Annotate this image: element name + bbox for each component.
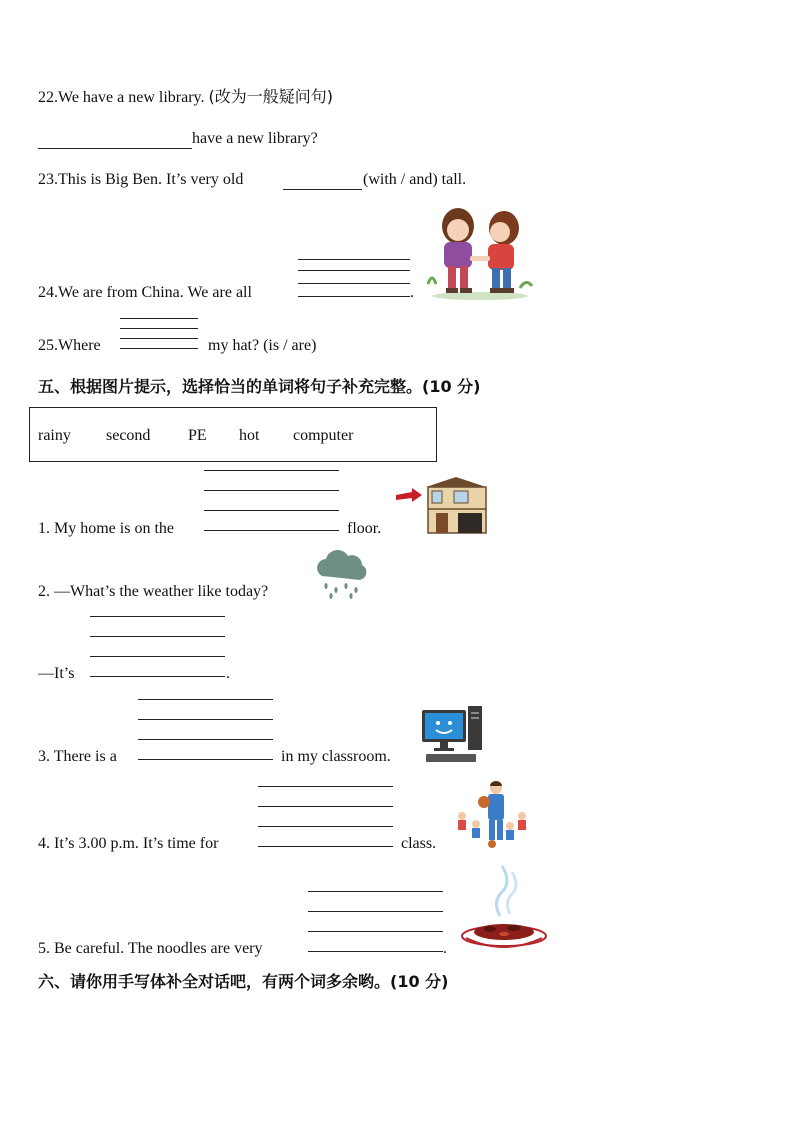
word-bank-word-hot: hot xyxy=(239,427,260,444)
children-walking-image xyxy=(420,204,538,300)
item2-answer-prompt: —It’s xyxy=(38,665,75,682)
item1-writing-line-3 xyxy=(204,510,339,511)
item5-writing-line-2 xyxy=(308,911,443,912)
q24-writing-line-3 xyxy=(298,283,410,284)
item1-prompt: 1. My home is on the xyxy=(38,520,174,537)
q23-blank[interactable] xyxy=(283,189,362,190)
item3-writing-line-2 xyxy=(138,719,273,720)
item1-writing-line-2 xyxy=(204,490,339,491)
word-bank-word-computer: computer xyxy=(293,427,354,444)
item1-blank[interactable] xyxy=(204,530,339,531)
computer-image xyxy=(422,706,484,764)
item1-writing-line-1 xyxy=(204,470,339,471)
item4-writing-line-3 xyxy=(258,826,393,827)
item3-blank[interactable] xyxy=(138,759,273,760)
q24-prompt: 24.We are from China. We are all xyxy=(38,284,252,301)
item4-tail: class. xyxy=(401,835,437,852)
q25-blank[interactable] xyxy=(120,348,198,349)
item3-writing-line-3 xyxy=(138,739,273,740)
q23-tail: (with / and) tall. xyxy=(363,171,467,188)
word-bank-box xyxy=(29,407,437,462)
item2-writing-line-1 xyxy=(90,616,225,617)
item2-writing-line-3 xyxy=(90,656,225,657)
item5-tail: . xyxy=(443,940,447,957)
q22-answer-tail: have a new library? xyxy=(192,130,318,147)
q25-writing-line-1 xyxy=(120,318,198,319)
item2-blank[interactable] xyxy=(90,676,225,677)
q24-blank[interactable] xyxy=(298,296,410,297)
word-bank-word-rainy: rainy xyxy=(38,427,71,444)
item4-writing-line-2 xyxy=(258,806,393,807)
item5-prompt: 5. Be careful. The noodles are very xyxy=(38,940,263,957)
q24-tail: . xyxy=(410,284,414,301)
item1-tail: floor. xyxy=(347,520,382,537)
item2-writing-line-2 xyxy=(90,636,225,637)
item3-tail: in my classroom. xyxy=(281,748,391,765)
building-arrow-image xyxy=(396,475,488,535)
q24-writing-line-1 xyxy=(298,259,410,260)
q24-writing-line-2 xyxy=(298,270,410,271)
hot-noodles-image xyxy=(460,856,550,952)
q22-instruction: (改为一般疑问句) xyxy=(208,87,333,106)
q25-prompt: 25.Where xyxy=(38,337,101,354)
item2-tail: . xyxy=(226,665,230,682)
item3-prompt: 3. There is a xyxy=(38,748,117,765)
item4-prompt: 4. It’s 3.00 p.m. It’s time for xyxy=(38,835,219,852)
part5-heading: 五、根据图片提示，选择恰当的单词将句子补充完整。(10 分) xyxy=(38,377,481,396)
word-bank-word-second: second xyxy=(106,427,151,444)
item2-question: 2. —What’s the weather like today? xyxy=(38,583,269,600)
item3-writing-line-1 xyxy=(138,699,273,700)
rain-cloud-image xyxy=(314,550,370,600)
item5-writing-line-1 xyxy=(308,891,443,892)
q22-prompt xyxy=(38,88,333,107)
q25-writing-line-2 xyxy=(120,328,198,329)
pe-class-image xyxy=(452,780,530,852)
item5-writing-line-3 xyxy=(308,931,443,932)
item4-blank[interactable] xyxy=(258,846,393,847)
word-bank-word-pe: PE xyxy=(188,427,207,444)
item5-blank[interactable] xyxy=(308,951,443,952)
q25-writing-line-3 xyxy=(120,338,198,339)
item4-writing-line-1 xyxy=(258,786,393,787)
q25-tail: my hat? (is / are) xyxy=(208,337,317,354)
q22-answer-blank[interactable] xyxy=(38,148,192,149)
q22-sentence: 22.We have a new library. xyxy=(38,89,205,106)
q23-prompt: 23.This is Big Ben. It’s very old xyxy=(38,171,244,188)
part6-heading: 六、请你用手写体补全对话吧，有两个词多余哟。(10 分) xyxy=(38,972,449,991)
